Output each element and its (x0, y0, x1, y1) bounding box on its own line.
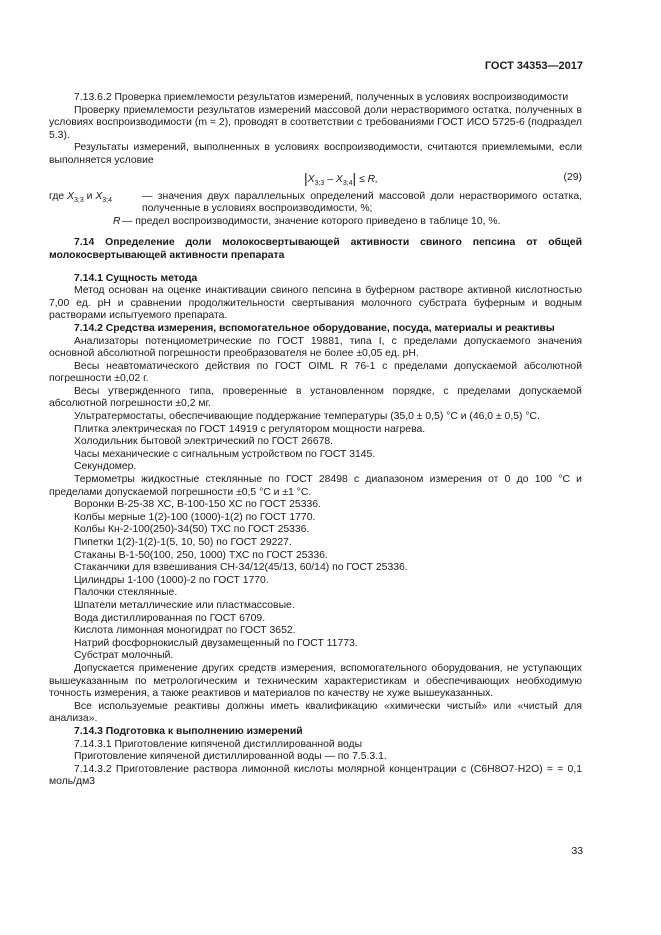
list-item: Ультратермостаты, обеспечивающие поддержание температуры (35,0 ± 0,5) °С и (46,0 ± 0,5) °С. (74, 411, 540, 423)
heading-7-14-1: 7.14.1 Сущность метода (74, 272, 198, 284)
list-item: Воронки В-25-38 ХС, В-100-150 ХС по ГОСТ 25336. (74, 499, 321, 511)
definition-x (49, 191, 582, 216)
list-item: Допускается применение других средств измерения, вспомогательного оборудования, не уступающих вышеуказанным по метрологическим и техническим характеристикам и обеспечивающих необходимую точность измерения, а также реактивов и материалов по качеству не хуже вышеуказанных. (49, 662, 582, 700)
list-item: Колбы мерные 1(2)-100 (1000)-1(2) по ГОСТ 1770. (74, 511, 316, 523)
abs-bar-right: | (352, 169, 357, 186)
formula-definitions (49, 191, 582, 229)
term-x1: X (67, 190, 74, 202)
paragraph-7-14-3-1-text: Приготовление кипяченой дистиллированной воды — по 7.5.3.1. (74, 751, 387, 763)
paragraph-text: Проверку приемлемости результатов измерений массовой доли нерастворимого остатка, полученных в условиях воспроизводимости (m = 2), проводят в соответствии с требованиями ГОСТ ИСО 5725-6 (подраздел 5.3). (49, 104, 582, 141)
list-item: Плитка электрическая по ГОСТ 14919 с регулятором мощности нагрева. (74, 423, 426, 435)
definition-desc-r: — предел воспроизводимости, значение которого приведено в таблице 10, %. (122, 215, 501, 227)
term-and: и (83, 190, 96, 202)
list-item: Секундомер. (74, 461, 137, 473)
list-item: Натрий фосфорнокислый двузамещенный по ГОСТ 11773. (74, 637, 358, 649)
list-item: Палочки стеклянные. (74, 587, 178, 599)
list-item: Термометры жидкостные стеклянные по ГОСТ 28498 с диапазоном измерения от 0 до 100 °С и пределами допускаемой погрешности ±0,5 °С и ±1 °С. (49, 474, 582, 498)
page-number: 33 (571, 846, 583, 857)
heading-7-14-3: 7.14.3 Подготовка к выполнению измерений (74, 725, 303, 737)
formula-relation: ≤ R, (356, 173, 379, 185)
formula-29 (49, 170, 582, 190)
paragraph-reproducibility-check (49, 105, 582, 143)
list-item: Вода дистиллированная по ГОСТ 6709. (74, 612, 266, 624)
standard-header: ГОСТ 34353—2017 (484, 60, 583, 72)
formula-sub1: 3;3 (314, 179, 325, 187)
list-item: Стаканы В-1-50(100, 250, 1000) ТХС по ГОСТ 25336. (74, 549, 328, 561)
list-item: Стаканчики для взвешивания СН-34/12(45/13, 60/14) по ГОСТ 25336. (74, 562, 408, 574)
list-item: Анализаторы потенциометрические по ГОСТ 19881, типа I, с пределами допускаемого значения основной абсолютной погрешности преобразователя не более ±0,05 ед. pH. (49, 335, 582, 360)
formula-sub2: 3;4 (342, 179, 353, 187)
definition-r (49, 216, 582, 229)
definition-desc-x: — значения двух параллельных определений массовой доли нерастворимого остатка, полученные в условиях воспроизводимости, %; (142, 190, 582, 215)
formula-minus: – (324, 173, 336, 185)
paragraph-7-14-3-2: 7.14.3.2 Приготовление раствора лимонной кислоты молярной концентрации c (C6H8O7·H2O) = = 0,1 моль/дм3 (49, 763, 582, 788)
list-item: Колбы Кн-2-100(250)-34(50) ТХС по ГОСТ 25336. (74, 524, 310, 536)
definition-term-x (49, 191, 112, 204)
formula-expression (304, 171, 378, 187)
heading-7-14-2: 7.14.2 Средства измерения, вспомогательное оборудование, посуда, материалы и реактивы (74, 322, 555, 334)
page-content (49, 92, 582, 789)
abs-bar-left: | (304, 169, 308, 186)
definition-term-r: R (113, 215, 121, 227)
list-item: Шпатели металлические или пластмассовые. (74, 599, 295, 611)
term-x2: X (95, 190, 103, 202)
paragraph-7-13-6-2: 7.13.6.2 Проверка приемлемости результатов измерений, полученных в условиях воспроизводимости (74, 92, 569, 103)
paragraph-7-14-3-1: 7.14.3.1 Приготовление кипяченой дистиллированной воды (74, 738, 363, 750)
formula-number: (29) (563, 171, 582, 183)
term-sub1: 3;3 (74, 196, 84, 204)
where-word: где (49, 190, 65, 202)
list-item: Холодильник бытовой электрический по ГОСТ 26678. (74, 436, 334, 448)
list-item: Все используемые реактивы должны иметь квалификацию «химически чистый» или «чистый для анализа». (49, 700, 582, 725)
formula-x1: X (307, 173, 315, 185)
heading-7-14: 7.14 Определение доли молокосвертывающей активности свиного пепсина от общей молокосвертывающей активности препарата (49, 237, 582, 261)
list-item: Субстрат молочный. (74, 650, 174, 662)
list-item: Часы механические с сигнальным устройством по ГОСТ 3145. (74, 448, 376, 460)
list-item: Весы неавтоматического действия по ГОСТ OIML R 76-1 с пределами допускаемой абсолютной погрешности ±0,02 г. (49, 360, 582, 385)
paragraph-7-14-1: Метод основан на оценке инактивации свиного пепсина в буферном растворе активной кислотностью 7,00 ед. pH и сравнении продолжительности свертывания молочного субстрата буферным и водным растворами испытуемого препарата. (49, 285, 582, 322)
term-sub2: 3;4 (102, 196, 112, 204)
list-item: Пипетки 1(2)-1(2)-1(5, 10, 50) по ГОСТ 29227. (74, 537, 292, 548)
list-item: Цилиндры 1-100 (1000)-2 по ГОСТ 1770. (74, 574, 269, 586)
formula-x2: X (335, 173, 343, 185)
list-item: Кислота лимонная моногидрат по ГОСТ 3652. (74, 625, 296, 637)
list-item: Весы утвержденного типа, проверенные в установленном порядке, с пределами допускаемой абсолютной погрешности ±0,2 мг. (49, 385, 582, 410)
paragraph-acceptance-condition: Результаты измерений, выполненных в условиях воспроизводимости, считаются приемлемыми, если выполняется условие (49, 142, 582, 166)
